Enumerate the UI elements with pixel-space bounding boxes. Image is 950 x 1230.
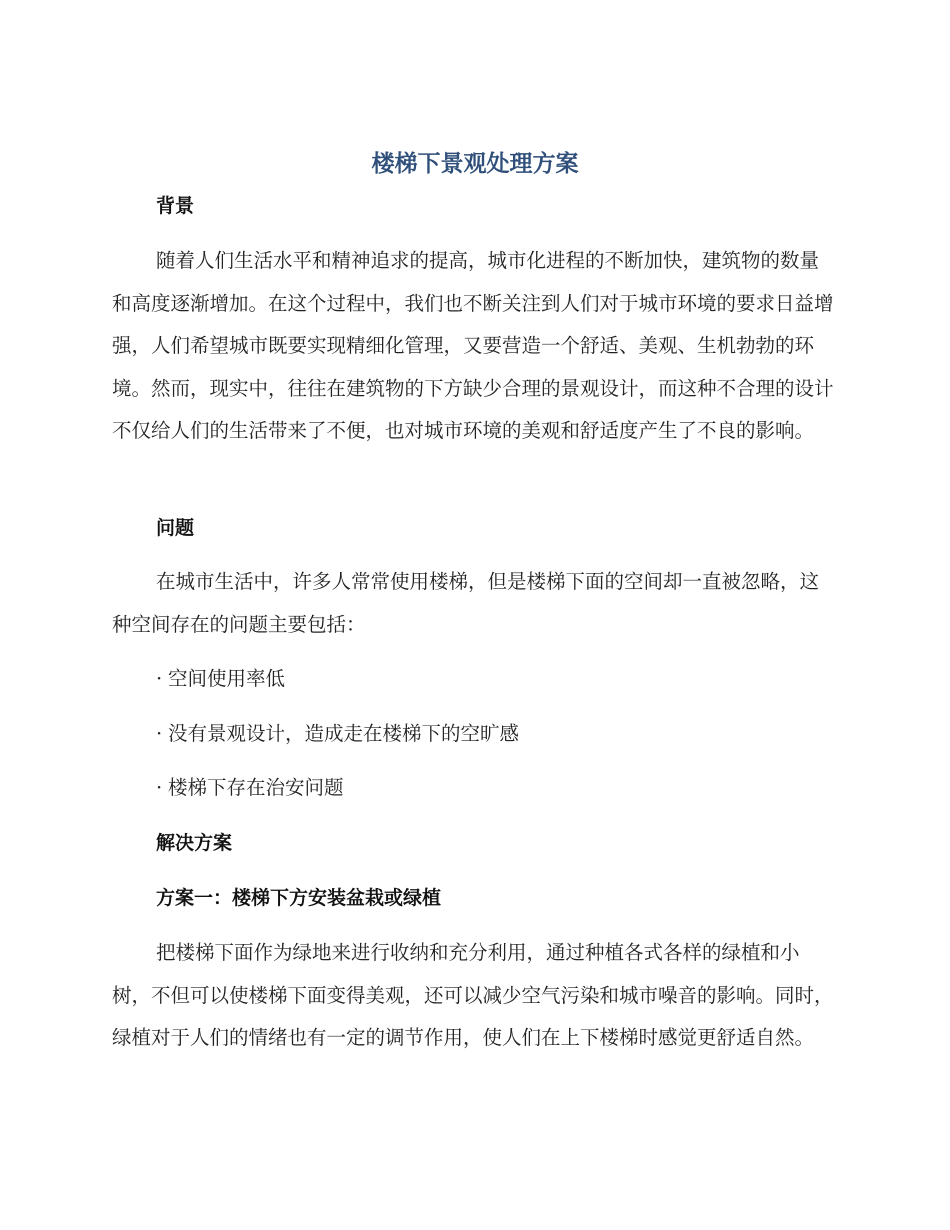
bullet-symbol: ·: [156, 776, 163, 799]
list-item: [156, 773, 344, 803]
list-item: [156, 664, 285, 694]
section-heading-solution: 解决方案: [156, 832, 233, 854]
paragraph-option1: 把楼梯下面作为绿地来进行收纳和充分利用，通过种植各式各样的绿植和小树，不但可以使楼梯下面变得美观，还可以减少空气污染和城市噪音的影响。同时，绿植对于人们的情绪也有一定的调节作用，使人们在上下楼梯时感觉更舒适自然。: [112, 941, 834, 1049]
bullet-symbol: ·: [156, 667, 163, 690]
list-item-text: 空间使用率低: [168, 667, 286, 690]
section-heading-background: 背景: [156, 195, 195, 217]
paragraph-problem: 在城市生活中，许多人常常使用楼梯，但是楼梯下面的空间却一直被忽略，这种空间存在的问题主要包括：: [112, 570, 820, 636]
list-item-text: 没有景观设计，造成走在楼梯下的空旷感: [168, 722, 520, 745]
subsection-heading-option1: 方案一：楼梯下方安装盆栽或绿植: [156, 887, 442, 909]
list-item-text: 楼梯下存在治安问题: [168, 776, 344, 799]
bullet-symbol: ·: [156, 722, 163, 745]
list-item: [156, 719, 519, 749]
document-title: 楼梯下景观处理方案: [371, 151, 579, 177]
paragraph-background: 随着人们生活水平和精神追求的提高，城市化进程的不断加快，建筑物的数量和高度逐渐增加。在这个过程中，我们也不断关注到人们对于城市环境的要求日益增强，人们希望城市既要实现精细化管理，又要营造一个舒适、美观、生机勃勃的环境。然而，现实中，往往在建筑物的下方缺少合理的景观设计，而这种不合理的设计不仅给人们的生活带来了不便，也对城市环境的美观和舒适度产生了不良的影响。: [112, 249, 834, 442]
section-heading-problem: 问题: [156, 517, 195, 539]
